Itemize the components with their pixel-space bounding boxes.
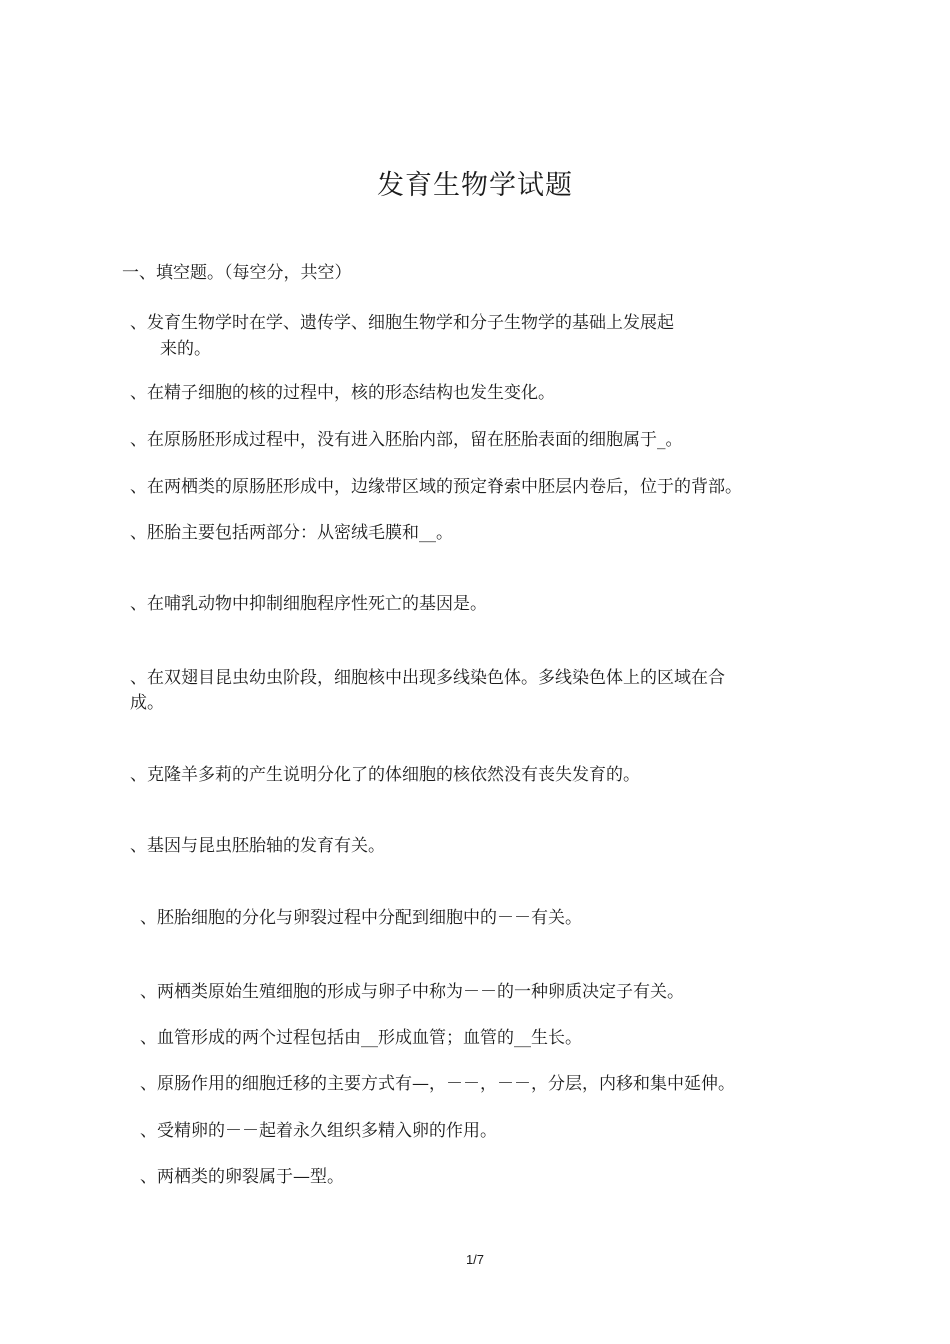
question-10: 、胚胎细胞的分化与卵裂过程中分配到细胞中的－－有关。 [140, 908, 582, 928]
question-15: 、两栖类的卵裂属于—型。 [140, 1167, 344, 1187]
question-3: 、在原肠胚形成过程中，没有进入胚胎内部，留在胚胎表面的细胞属于_。 [130, 430, 683, 450]
question-13: 、原肠作用的细胞迁移的主要方式有—，－－，－－，分层，内移和集中延伸。 [140, 1074, 735, 1094]
question-7-line-2: 成。 [130, 693, 164, 713]
document-title: 发育生物学试题 [377, 170, 573, 201]
question-1-line-2: 来的。 [160, 339, 211, 359]
question-1-line-1: 、发育生物学时在学、遗传学、细胞生物学和分子生物学的基础上发展起 [130, 313, 674, 333]
question-11: 、两栖类原始生殖细胞的形成与卵子中称为－－的一种卵质决定子有关。 [140, 982, 684, 1002]
question-2: 、在精子细胞的核的过程中，核的形态结构也发生变化。 [130, 383, 555, 403]
question-9: 、基因与昆虫胚胎轴的发育有关。 [130, 836, 385, 856]
question-12: 、血管形成的两个过程包括由__形成血管；血管的__生长。 [140, 1028, 582, 1048]
question-4: 、在两栖类的原肠胚形成中，边缘带区域的预定脊索中胚层内卷后，位于的背部。 [130, 477, 742, 497]
section-heading: 一、填空题。（每空分，共空） [122, 263, 352, 283]
question-5: 、胚胎主要包括两部分：从密绒毛膜和__。 [130, 523, 453, 543]
question-14: 、受精卵的－－起着永久组织多精入卵的作用。 [140, 1121, 497, 1141]
question-8: 、克隆羊多莉的产生说明分化了的体细胞的核依然没有丧失发育的。 [130, 765, 640, 785]
page-number: 1/7 [465, 1252, 485, 1267]
question-6: 、在哺乳动物中抑制细胞程序性死亡的基因是。 [130, 594, 487, 614]
question-7-line-1: 、在双翅目昆虫幼虫阶段，细胞核中出现多线染色体。多线染色体上的区域在合 [130, 668, 725, 688]
